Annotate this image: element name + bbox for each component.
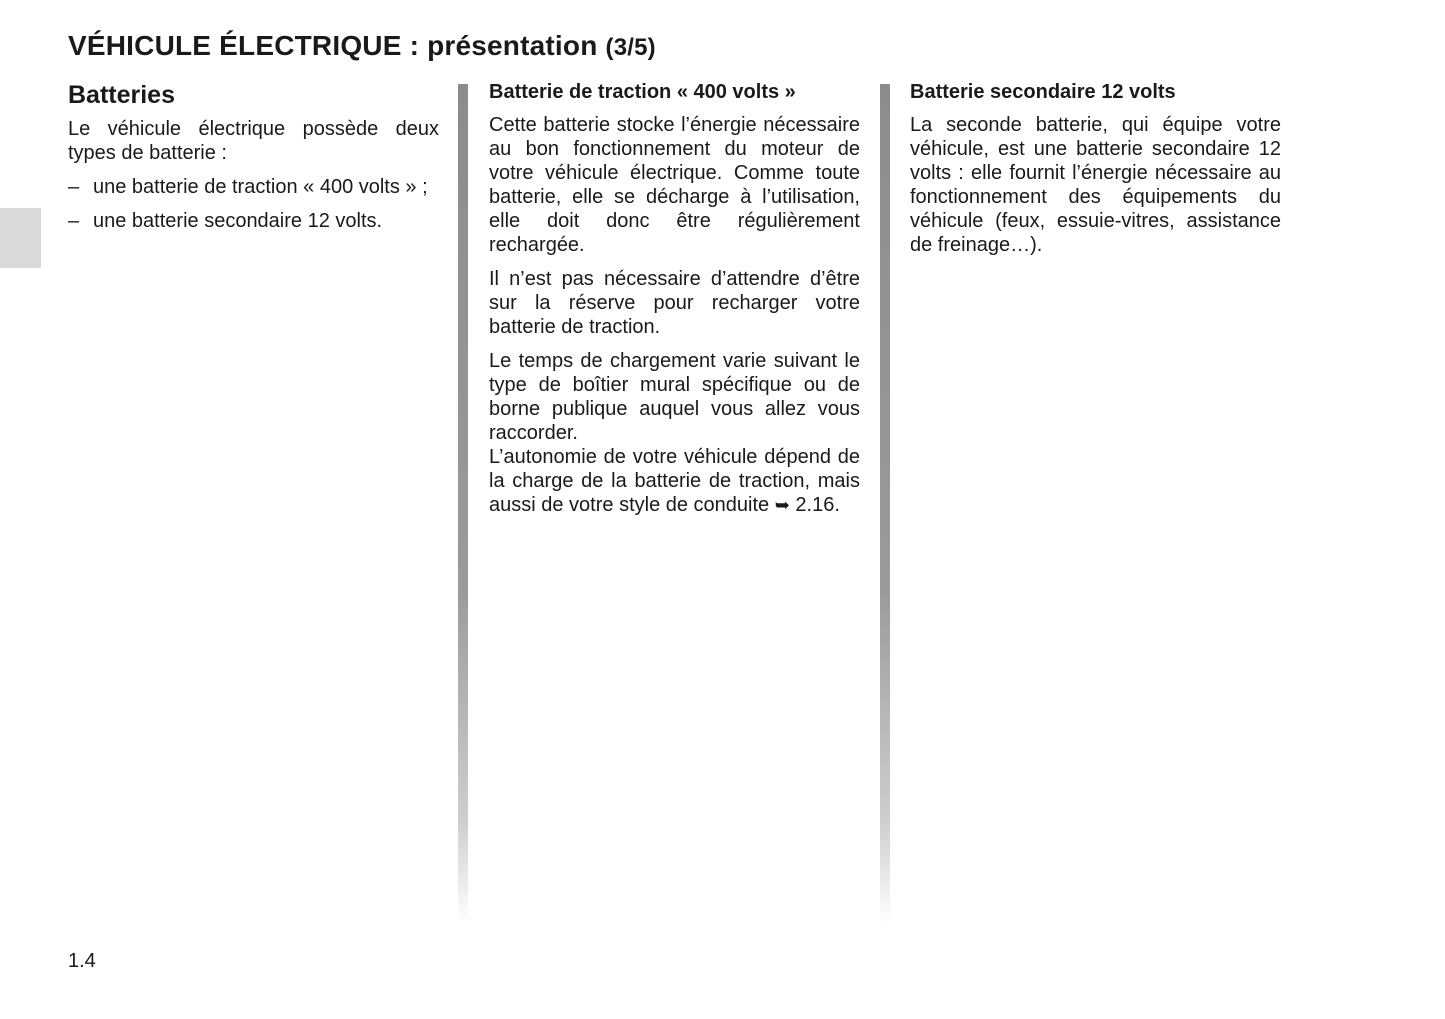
paragraph: Cette batterie stocke l’énergie nécessaire au bon fonctionnement du moteur de votre véhicule électrique. Comme toute batterie, elle se décharge à l’utilisation, elle doit donc être régulièrement rechargée. — [489, 114, 860, 256]
page-number: 1.4 — [68, 950, 96, 972]
list-dash: – — [68, 210, 80, 232]
list-item — [68, 209, 439, 233]
column-divider — [458, 84, 468, 924]
page-title-main: VÉHICULE ÉLECTRIQUE : présentation — [68, 30, 598, 61]
paragraph: Il n’est pas nécessaire d’attendre d’être sur la réserve pour recharger votre batterie de traction. — [489, 268, 860, 338]
list-item-text: une batterie de traction « 400 volts » ; — [93, 176, 428, 198]
paragraph: Le temps de chargement varie suivant le type de boîtier mural spécifique ou de borne publique auquel vous allez vous raccorder. — [489, 350, 860, 444]
column-traction-battery — [489, 80, 860, 527]
battery-types-list — [68, 175, 439, 233]
page-reference: 2.16. — [795, 494, 840, 516]
list-dash: – — [68, 176, 80, 198]
page-title — [68, 30, 656, 62]
column-batteries — [68, 80, 439, 243]
list-item-text: une batterie secondaire 12 volts. — [93, 210, 383, 232]
reference-arrow-icon: ➥ — [774, 495, 790, 515]
column-divider — [880, 84, 890, 924]
autonomy-text: L’autonomie de votre véhicule dépend de la charge de la batterie de traction, mais aussi de votre style de conduite — [489, 446, 860, 516]
paragraph: La seconde batterie, qui équipe votre véhicule, est une batterie secondaire 12 volts : elle fournit l’énergie nécessaire au fonctionnement des équipements du véhicule (feux, essuie-vitres, assistance de freinage…). — [910, 114, 1281, 256]
section-heading-batteries: Batteries — [68, 81, 175, 109]
list-item — [68, 175, 439, 199]
autonomy-paragraph — [489, 445, 860, 517]
chapter-tab-marker — [0, 208, 41, 268]
batteries-intro: Le véhicule électrique possède deux types de batterie : — [68, 118, 439, 164]
column-secondary-battery — [910, 80, 1281, 267]
sub-heading-secondary-battery: Batterie secondaire 12 volts — [910, 81, 1176, 103]
page-title-fraction: (3/5) — [605, 34, 656, 61]
sub-heading-traction-battery: Batterie de traction « 400 volts » — [489, 81, 796, 103]
